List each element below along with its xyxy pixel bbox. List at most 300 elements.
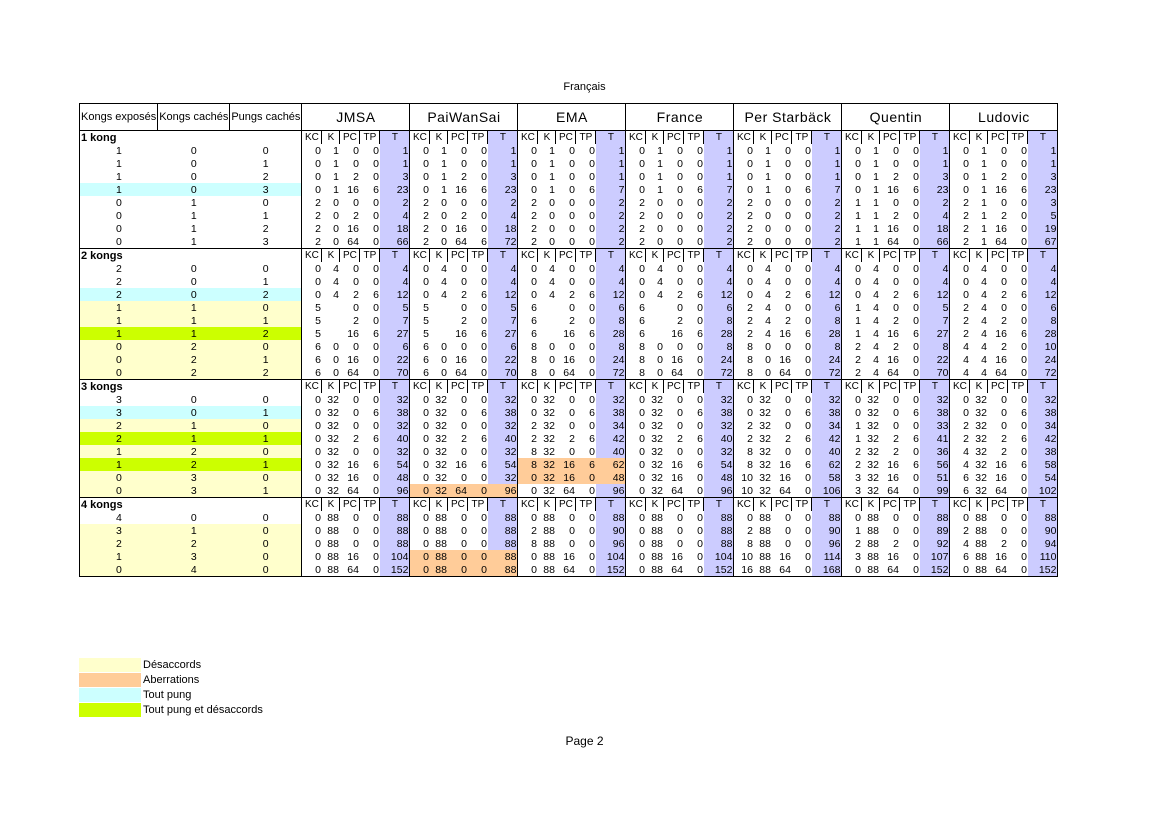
score-cell: 32 [867, 419, 879, 432]
score-cell: 88 [970, 563, 988, 577]
score-cell: 48 [380, 471, 410, 484]
score-cell: 0 [481, 471, 487, 484]
score-cell: 2 [315, 235, 321, 248]
sub-header-tp: TP [576, 249, 596, 263]
score-cell: 62 [812, 458, 842, 471]
score-cell: 32 [867, 432, 879, 445]
count-cell: 3 [158, 550, 230, 563]
score-cell: 0 [1001, 511, 1007, 524]
score-cell: 2 [353, 288, 359, 301]
score-cell: 0 [963, 275, 969, 288]
sub-header-pc: PC [556, 249, 576, 263]
score-cell: 6 [704, 301, 734, 314]
score-cell: 0 [805, 419, 811, 432]
score-cell: 16 [556, 471, 576, 484]
score-cell: 0 [1021, 550, 1027, 563]
score-cell: 0 [785, 419, 791, 432]
score-cell: 0 [468, 484, 488, 498]
score-cell: 32 [759, 432, 771, 445]
sub-header-k: K [970, 131, 988, 145]
score-cell: 0 [481, 275, 487, 288]
score-cell: 32 [596, 393, 626, 406]
score-cell: 0 [963, 511, 969, 524]
count-cell: 0 [80, 353, 158, 366]
score-cell: 64 [664, 563, 684, 577]
score-cell: 64 [563, 366, 575, 379]
score-cell: 64 [347, 366, 359, 379]
score-cell: 0 [373, 419, 379, 432]
score-cell: 0 [805, 524, 811, 537]
score-cell: 16 [455, 327, 467, 340]
score-cell: 3 [380, 170, 410, 183]
page-footer: Page 2 [565, 734, 604, 748]
score-cell: 88 [975, 511, 987, 524]
score-cell: 18 [920, 222, 950, 235]
score-cell: 0 [569, 170, 575, 183]
score-cell: 88 [646, 563, 664, 577]
score-cell: 6 [531, 314, 537, 327]
score-cell: 0 [353, 524, 359, 537]
score-cell: 0 [805, 170, 811, 183]
count-cell: 2 [80, 432, 158, 445]
score-cell: 4 [333, 288, 339, 301]
score-cell: 32 [975, 484, 987, 497]
score-cell: 88 [322, 563, 340, 577]
score-cell: 0 [1021, 471, 1027, 484]
score-cell: 32 [704, 445, 734, 458]
sub-header-pc: PC [664, 380, 684, 394]
header-kongs-caches: Kongs cachés [158, 104, 230, 131]
score-cell: 0 [481, 340, 487, 353]
score-cell: 0 [1001, 157, 1007, 170]
score-cell: 6 [639, 327, 645, 340]
score-cell: 0 [855, 406, 861, 419]
score-cell: 6 [1021, 432, 1027, 445]
count-cell: 3 [80, 524, 158, 537]
score-cell: 0 [333, 209, 339, 222]
score-cell: 0 [461, 340, 467, 353]
sub-header-tp: TP [900, 131, 920, 145]
score-cell: 0 [353, 196, 359, 209]
score-cell: 0 [950, 563, 970, 577]
score-cell: 32 [651, 393, 663, 406]
score-cell: 1 [488, 157, 518, 170]
sub-header-k: K [754, 380, 772, 394]
score-cell: 0 [697, 262, 703, 275]
score-cell: 0 [785, 537, 791, 550]
header-row [80, 104, 1058, 131]
score-cell: 0 [481, 393, 487, 406]
count-cell: 1 [158, 301, 230, 314]
score-cell: 2 [963, 327, 969, 340]
score-cell: 0 [697, 170, 703, 183]
sub-header-pc: PC [880, 380, 900, 394]
sub-header-t: T [1028, 380, 1058, 394]
score-cell: 0 [913, 275, 919, 288]
score-cell: 0 [785, 393, 791, 406]
score-cell: 0 [481, 196, 487, 209]
sub-header-k: K [970, 380, 988, 394]
score-cell: 0 [441, 366, 447, 379]
score-cell: 32 [327, 484, 339, 497]
sub-header-k: K [538, 249, 556, 263]
score-cell: 40 [380, 432, 410, 445]
table-row [80, 209, 1058, 222]
score-cell: 106 [812, 484, 842, 498]
score-cell: 2 [963, 314, 969, 327]
score-cell: 88 [704, 524, 734, 537]
score-cell: 88 [975, 537, 987, 550]
score-cell: 2 [461, 209, 467, 222]
score-cell: 0 [697, 366, 703, 379]
count-cell: 3 [230, 183, 302, 196]
score-cell: 0 [697, 222, 703, 235]
count-cell: 0 [230, 550, 302, 563]
count-cell: 0 [80, 471, 158, 484]
score-cell: 23 [380, 183, 410, 196]
sub-header-k: K [538, 498, 556, 512]
sub-header-pc: PC [988, 498, 1008, 512]
table-row [80, 393, 1058, 406]
sub-header-kc: KC [950, 498, 970, 512]
score-cell: 32 [867, 406, 879, 419]
score-cell: 104 [380, 550, 410, 563]
score-cell: 24 [704, 353, 734, 366]
count-cell: 0 [190, 157, 197, 170]
score-cell: 4 [488, 262, 518, 275]
sub-header-t: T [704, 498, 734, 512]
sub-header-tp: TP [1008, 249, 1028, 263]
score-cell: 16 [779, 550, 791, 563]
score-cell: 4 [765, 275, 771, 288]
score-cell: 2 [747, 327, 753, 340]
score-cell: 0 [333, 235, 339, 248]
score-cell: 0 [373, 144, 379, 157]
score-cell: 2 [1001, 314, 1007, 327]
score-cell: 2 [569, 314, 575, 327]
score-cell: 0 [373, 275, 379, 288]
table-row [80, 511, 1058, 524]
score-cell: 8 [596, 314, 626, 327]
score-cell: 2 [639, 209, 645, 222]
page-title: Français [563, 81, 606, 93]
score-cell [322, 314, 340, 327]
score-cell: 32 [651, 419, 663, 432]
score-cell: 0 [423, 406, 429, 419]
score-cell: 2 [963, 209, 969, 222]
score-cell: 0 [423, 524, 429, 537]
score-cell: 6 [373, 183, 379, 196]
score-cell: 4 [873, 301, 879, 314]
sub-header-tp: TP [792, 498, 812, 512]
score-cell: 0 [549, 209, 555, 222]
score-cell: 8 [596, 340, 626, 353]
score-cell: 32 [543, 393, 555, 406]
score-cell: 0 [373, 235, 379, 248]
score-cell: 2 [1001, 445, 1007, 458]
table-row [80, 353, 1058, 366]
score-cell: 54 [488, 458, 518, 471]
score-cell: 6 [805, 183, 811, 196]
score-cell: 16 [887, 458, 899, 471]
score-cell: 0 [747, 144, 753, 157]
score-cell: 2 [747, 432, 753, 445]
score-cell: 8 [747, 458, 753, 471]
score-cell: 38 [1028, 406, 1058, 419]
score-cell: 0 [785, 157, 791, 170]
score-cell [430, 301, 448, 314]
legend-label: Aberrations [143, 673, 200, 686]
score-cell: 1 [812, 144, 842, 157]
score-cell: 0 [423, 511, 429, 524]
count-cell: 0 [80, 563, 158, 577]
score-cell: 64 [347, 235, 359, 248]
score-cell: 2 [423, 222, 429, 235]
count-cell: 2 [80, 275, 158, 288]
score-cell: 32 [759, 406, 771, 419]
score-cell: 32 [327, 458, 339, 471]
score-cell: 7 [596, 183, 626, 196]
score-cell: 0 [639, 288, 645, 301]
score-cell: 34 [596, 419, 626, 432]
score-cell: 16 [995, 327, 1007, 340]
score-cell: 0 [315, 432, 321, 445]
sub-header-kc: KC [626, 131, 646, 145]
count-cell: 1 [80, 550, 158, 563]
score-cell: 4 [873, 288, 879, 301]
score-cell: 152 [920, 563, 950, 577]
score-cell: 38 [704, 406, 734, 419]
score-cell: 0 [684, 563, 704, 577]
score-cell: 6 [481, 458, 487, 471]
score-cell: 0 [441, 196, 447, 209]
score-cell: 0 [785, 196, 791, 209]
score-cell: 0 [913, 445, 919, 458]
score-cell: 4 [765, 314, 771, 327]
score-cell: 16 [734, 563, 754, 577]
sub-header-tp: TP [360, 498, 380, 512]
score-cell: 0 [315, 458, 321, 471]
score-cell: 0 [589, 537, 595, 550]
score-cell: 6 [805, 327, 811, 340]
sub-header-kc: KC [842, 131, 862, 145]
count-cell: 3 [80, 393, 158, 406]
score-cell: 4 [596, 275, 626, 288]
score-cell: 0 [373, 314, 379, 327]
score-cell: 72 [812, 366, 842, 380]
score-cell: 0 [913, 550, 919, 563]
score-cell: 0 [441, 222, 447, 235]
score-cell: 32 [543, 406, 555, 419]
score-cell: 0 [639, 524, 645, 537]
score-cell: 72 [596, 366, 626, 380]
score-cell: 6 [481, 432, 487, 445]
score-cell: 4 [963, 353, 969, 366]
score-cell: 0 [900, 563, 920, 577]
score-cell: 0 [423, 432, 429, 445]
score-cell: 2 [596, 196, 626, 209]
sub-header-k: K [754, 498, 772, 512]
score-cell: 2 [963, 419, 969, 432]
score-cell: 88 [1028, 511, 1058, 524]
score-cell: 88 [327, 537, 339, 550]
score-cell: 1 [873, 157, 879, 170]
count-cell: 0 [80, 366, 158, 380]
score-cell: 16 [887, 183, 899, 196]
score-cell: 16 [995, 471, 1007, 484]
score-cell: 2 [380, 196, 410, 209]
sub-header-tp: TP [684, 131, 704, 145]
score-cell: 88 [380, 511, 410, 524]
score-cell: 0 [913, 524, 919, 537]
score-cell: 0 [677, 183, 683, 196]
table-row [80, 314, 1058, 327]
sub-header-k: K [538, 380, 556, 394]
score-cell: 0 [1001, 144, 1007, 157]
score-cell: 0 [639, 419, 645, 432]
score-cell: 2 [596, 222, 626, 235]
count-cell: 0 [230, 340, 302, 353]
score-cell: 16 [887, 471, 899, 484]
score-cell: 0 [913, 366, 919, 379]
score-cell: 0 [1021, 196, 1027, 209]
sub-header-kc: KC [842, 498, 862, 512]
score-cell: 2 [531, 432, 537, 445]
sub-header-k: K [754, 249, 772, 263]
sub-header-tp: TP [900, 380, 920, 394]
score-cell: 4 [963, 445, 969, 458]
score-cell: 0 [569, 511, 575, 524]
score-cell: 0 [373, 524, 379, 537]
count-cell: 0 [230, 196, 302, 209]
score-cell: 16 [779, 458, 791, 471]
score-cell: 64 [880, 563, 900, 577]
score-cell: 4 [981, 301, 987, 314]
score-cell: 16 [347, 183, 359, 196]
count-cell: 0 [230, 144, 302, 157]
score-cell: 2 [785, 314, 791, 327]
score-cell: 0 [805, 209, 811, 222]
score-cell: 70 [488, 366, 518, 380]
score-cell: 0 [805, 235, 811, 248]
score-cell: 4 [765, 301, 771, 314]
score-cell: 1 [981, 144, 987, 157]
sub-header-pc: PC [772, 380, 792, 394]
sub-header-kc: KC [626, 380, 646, 394]
score-cell: 2 [531, 419, 537, 432]
player-name: EMA [518, 104, 626, 131]
score-cell: 0 [531, 157, 537, 170]
score-cell: 10 [741, 484, 753, 497]
score-cell: 1 [380, 144, 410, 157]
table-row [80, 144, 1058, 157]
score-cell: 2 [812, 196, 842, 209]
score-cell: 4 [981, 353, 987, 366]
score-cell: 6 [488, 340, 518, 353]
score-cell: 6 [373, 432, 379, 445]
score-cell: 0 [677, 170, 683, 183]
score-cell: 88 [759, 524, 771, 537]
score-cell: 64 [995, 366, 1007, 379]
sub-header-k: K [322, 249, 340, 263]
score-cell: 0 [805, 314, 811, 327]
score-cell: 40 [812, 445, 842, 458]
count-cell: 1 [80, 144, 158, 157]
count-cell: 0 [80, 222, 158, 235]
score-cell: 0 [697, 157, 703, 170]
score-cell: 0 [785, 301, 791, 314]
count-cell: 1 [80, 445, 158, 458]
score-cell: 8 [704, 314, 734, 327]
score-cell: 6 [315, 366, 321, 379]
sub-header-k: K [862, 131, 880, 145]
score-cell: 7 [812, 183, 842, 196]
score-cell: 0 [481, 157, 487, 170]
score-cell: 32 [380, 393, 410, 406]
score-cell: 0 [1021, 170, 1027, 183]
score-cell: 7 [704, 183, 734, 196]
score-cell [322, 301, 340, 314]
score-cell: 0 [639, 484, 645, 497]
score-cell: 0 [360, 563, 380, 577]
score-cell: 2 [747, 196, 753, 209]
legend-item [79, 702, 263, 717]
sub-header-pc: PC [664, 131, 684, 145]
score-cell: 32 [704, 419, 734, 432]
score-cell: 0 [805, 445, 811, 458]
score-cell: 4 [1028, 262, 1058, 275]
score-cell: 0 [423, 288, 429, 301]
score-cell: 4 [981, 288, 987, 301]
score-cell: 0 [1021, 353, 1027, 366]
score-cell: 6 [481, 288, 487, 301]
score-cell: 4 [333, 275, 339, 288]
score-cell: 51 [920, 471, 950, 484]
score-cell: 0 [481, 419, 487, 432]
sub-header-t: T [488, 380, 518, 394]
score-cell: 2 [747, 235, 753, 248]
score-cell: 32 [327, 471, 339, 484]
sub-header-t: T [596, 249, 626, 263]
score-cell: 32 [488, 445, 518, 458]
score-cell: 0 [697, 196, 703, 209]
score-cell: 88 [867, 537, 879, 550]
score-cell: 0 [765, 196, 771, 209]
score-cell: 0 [549, 235, 555, 248]
score-cell: 0 [1021, 222, 1027, 235]
score-cell: 6 [481, 327, 487, 340]
sub-header-tp: TP [900, 249, 920, 263]
table-row [80, 550, 1058, 563]
count-cell: 0 [158, 406, 230, 419]
score-cell: 0 [913, 484, 919, 497]
score-cell: 4 [963, 537, 969, 550]
count-cell: 0 [190, 170, 197, 183]
score-cell: 0 [353, 419, 359, 432]
sub-header-tp: TP [792, 249, 812, 263]
score-cell: 0 [805, 262, 811, 275]
score-cell: 5 [315, 314, 321, 327]
score-cell: 32 [488, 393, 518, 406]
score-cell: 0 [1001, 524, 1007, 537]
score-cell: 0 [677, 393, 683, 406]
count-cell: 4 [80, 511, 158, 524]
sub-header-tp: TP [360, 249, 380, 263]
score-cell: 23 [920, 183, 950, 196]
score-cell: 1 [873, 209, 879, 222]
sub-header-kc: KC [950, 131, 970, 145]
count-cell: 0 [158, 183, 230, 196]
